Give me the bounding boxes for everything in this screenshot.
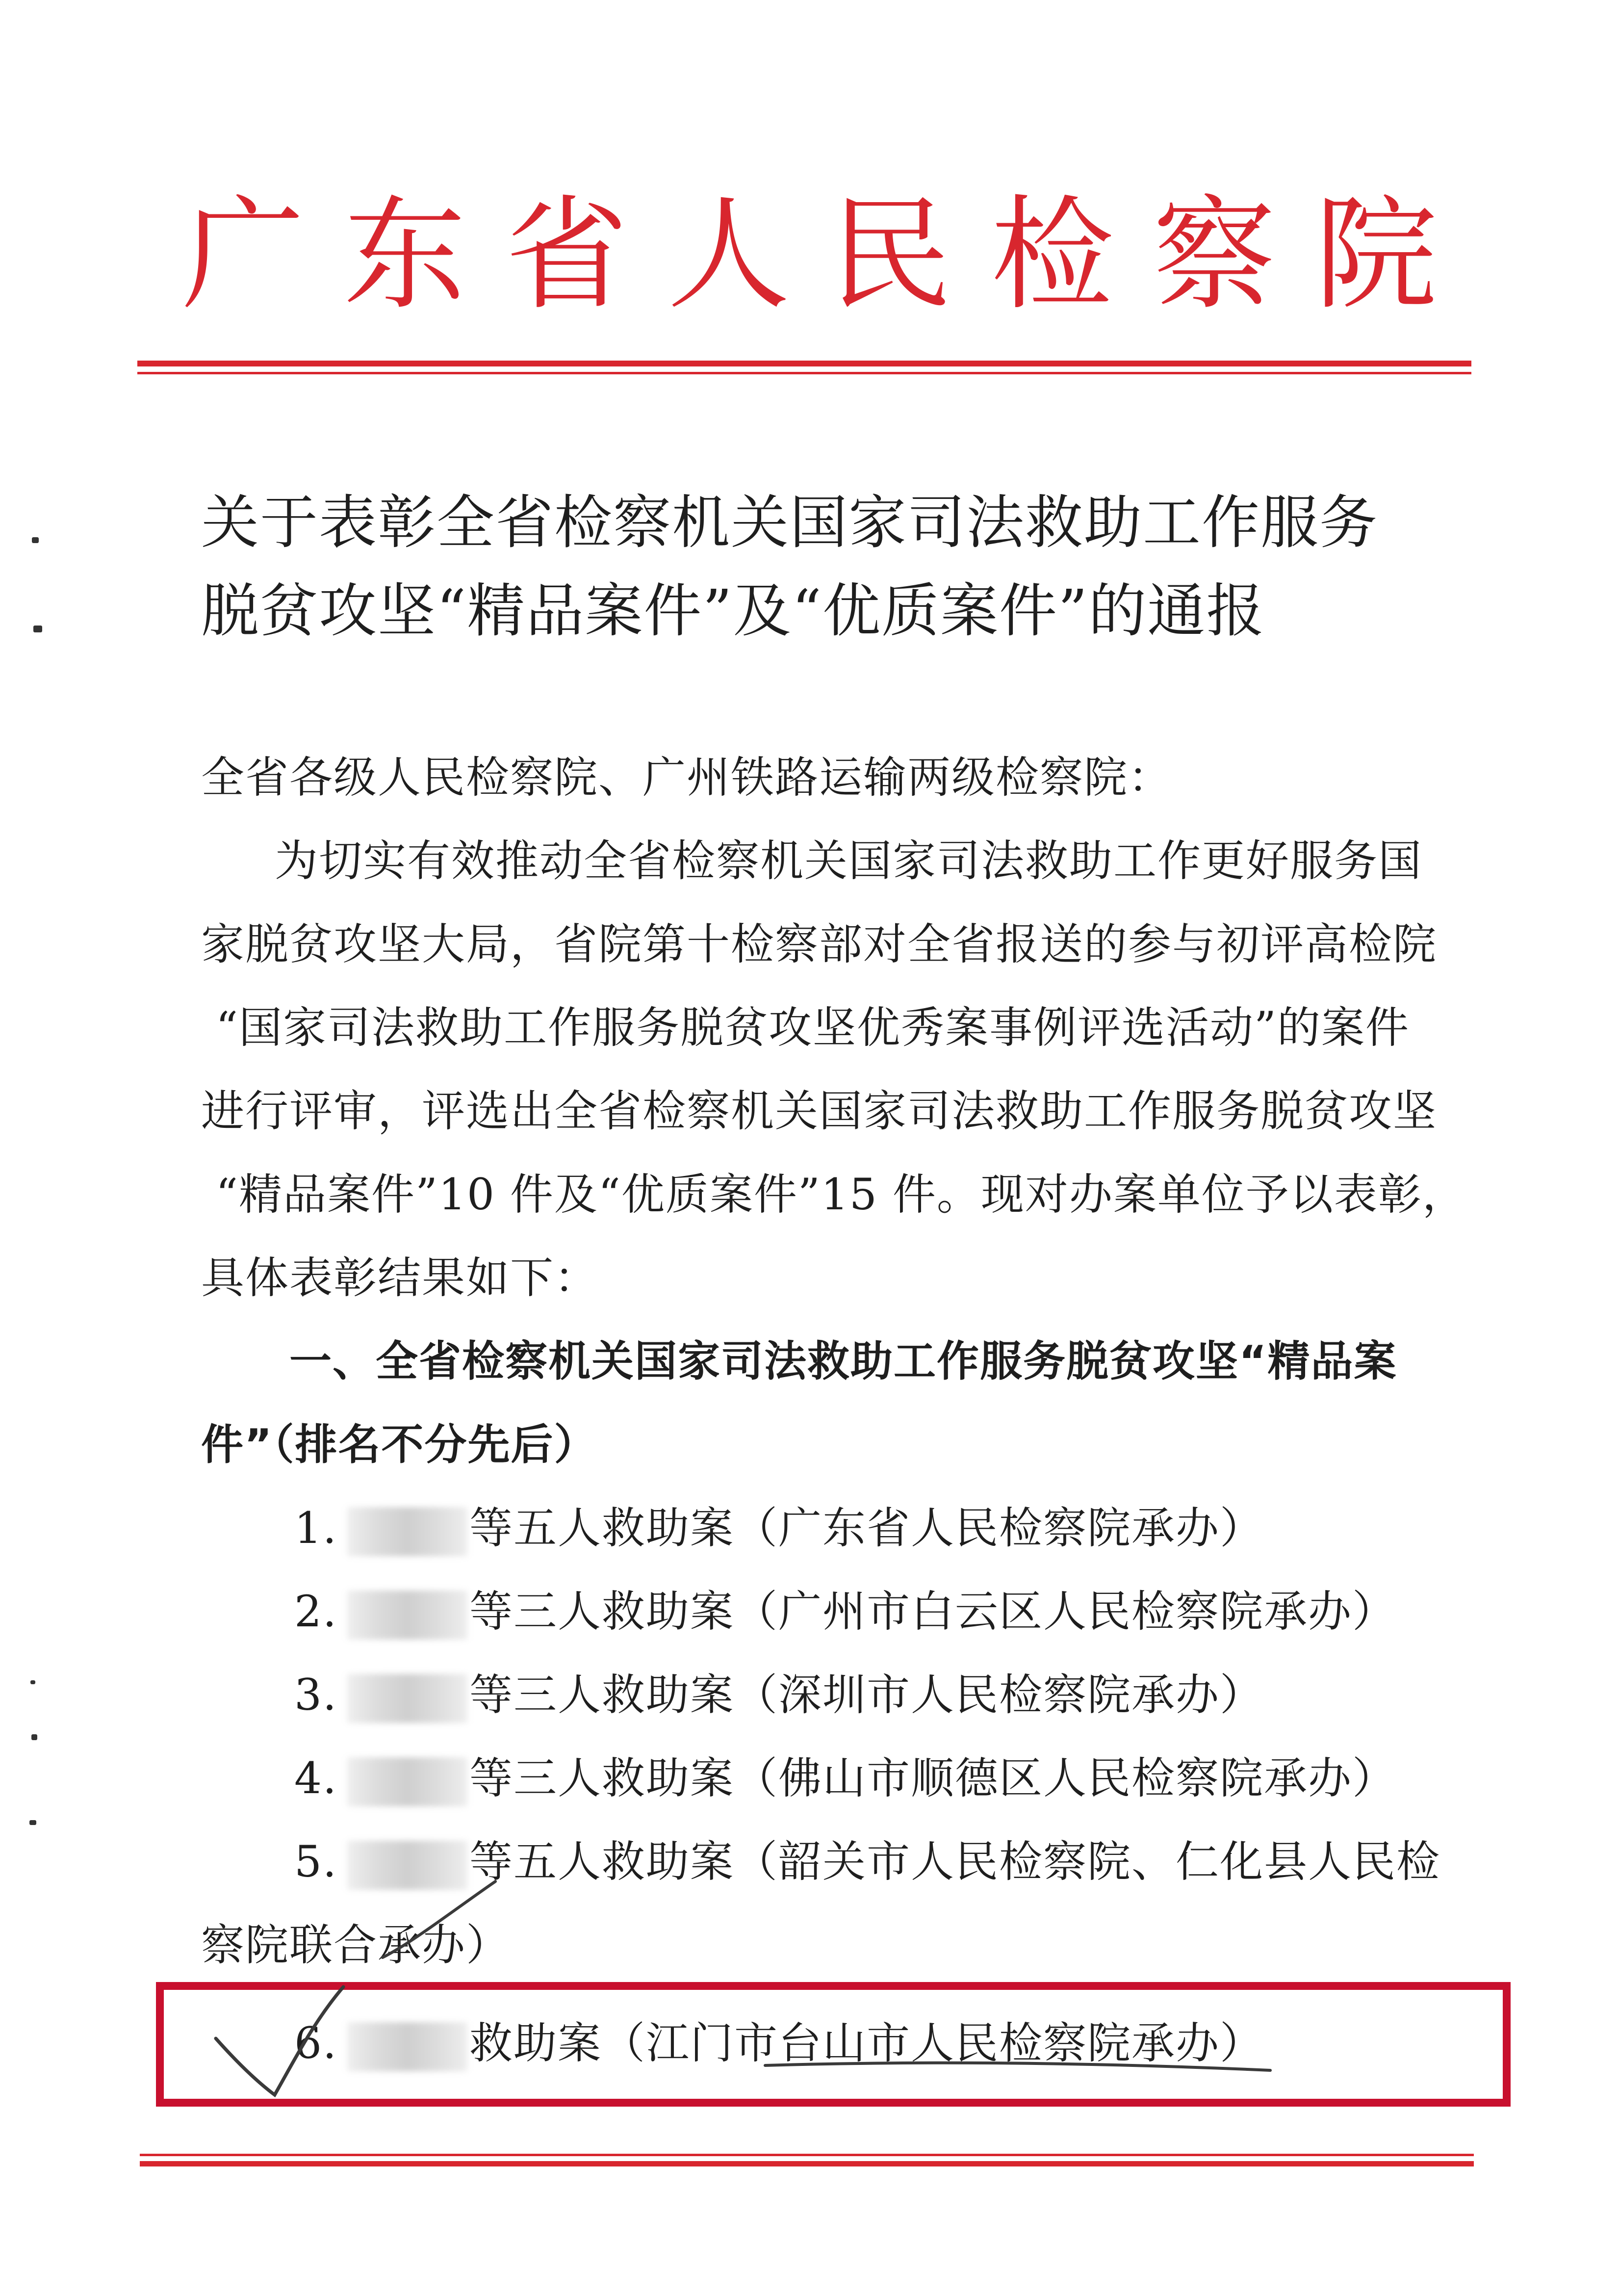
case-number: 4. <box>294 1753 337 1803</box>
paragraph-line: “精品案件”10 件及“优质案件”15 件。现对办案单位予以表彰， <box>216 1169 1466 1220</box>
case-text: 等五人救助案（韶关市人民检察院、仁化县人民检 <box>469 1836 1440 1887</box>
paragraph-line: 为切实有效推动全省检察机关国家司法救助工作更好服务国 <box>275 835 1423 886</box>
case-item-5-continuation: 察院联合承办） <box>201 1920 511 1970</box>
case-number: 2. <box>294 1586 337 1637</box>
footer-red-rule-thick <box>140 2161 1474 2166</box>
case-text: 等三人救助案（广州市白云区人民检察院承办） <box>469 1586 1396 1637</box>
case-number: 6. <box>294 2018 337 2068</box>
case-text: 救助案（江门市台山市人民检察院承办） <box>469 2018 1264 2068</box>
case-number: 5. <box>294 1836 337 1887</box>
paragraph-line: 家脱贫攻坚大局，省院第十检察部对全省报送的参与初评高检院 <box>201 919 1438 969</box>
paragraph-line: “国家司法救助工作服务脱贫攻坚优秀案事例评选活动”的案件 <box>216 1002 1410 1053</box>
masthead-org-name: 广东省人民检察院 <box>181 183 1477 326</box>
case-text: 等三人救助案（佛山市顺德区人民检察院承办） <box>469 1753 1396 1803</box>
section-heading-line-2: 件”（排名不分先后） <box>201 1420 597 1469</box>
salutation: 全省各级人民检察院、广州铁路运输两级检察院： <box>201 752 1173 803</box>
case-number: 3. <box>294 1670 337 1720</box>
case-number: 1. <box>294 1503 337 1553</box>
title-line-2: 脱贫攻坚“精品案件”及“优质案件”的通报 <box>201 577 1265 645</box>
title-line-1: 关于表彰全省检察机关国家司法救助工作服务 <box>201 489 1379 556</box>
paragraph-line: 具体表彰结果如下： <box>201 1252 599 1303</box>
paragraph-line: 进行评审，评选出全省检察机关国家司法救助工作服务脱贫攻坚 <box>201 1086 1438 1136</box>
footer-red-rule-thin <box>140 2154 1474 2156</box>
case-text: 等三人救助案（深圳市人民检察院承办） <box>469 1670 1264 1720</box>
section-heading-line-1: 一、全省检察机关国家司法救助工作服务脱贫攻坚“精品案 <box>289 1337 1397 1386</box>
case-text: 等五人救助案（广东省人民检察院承办） <box>469 1503 1264 1553</box>
